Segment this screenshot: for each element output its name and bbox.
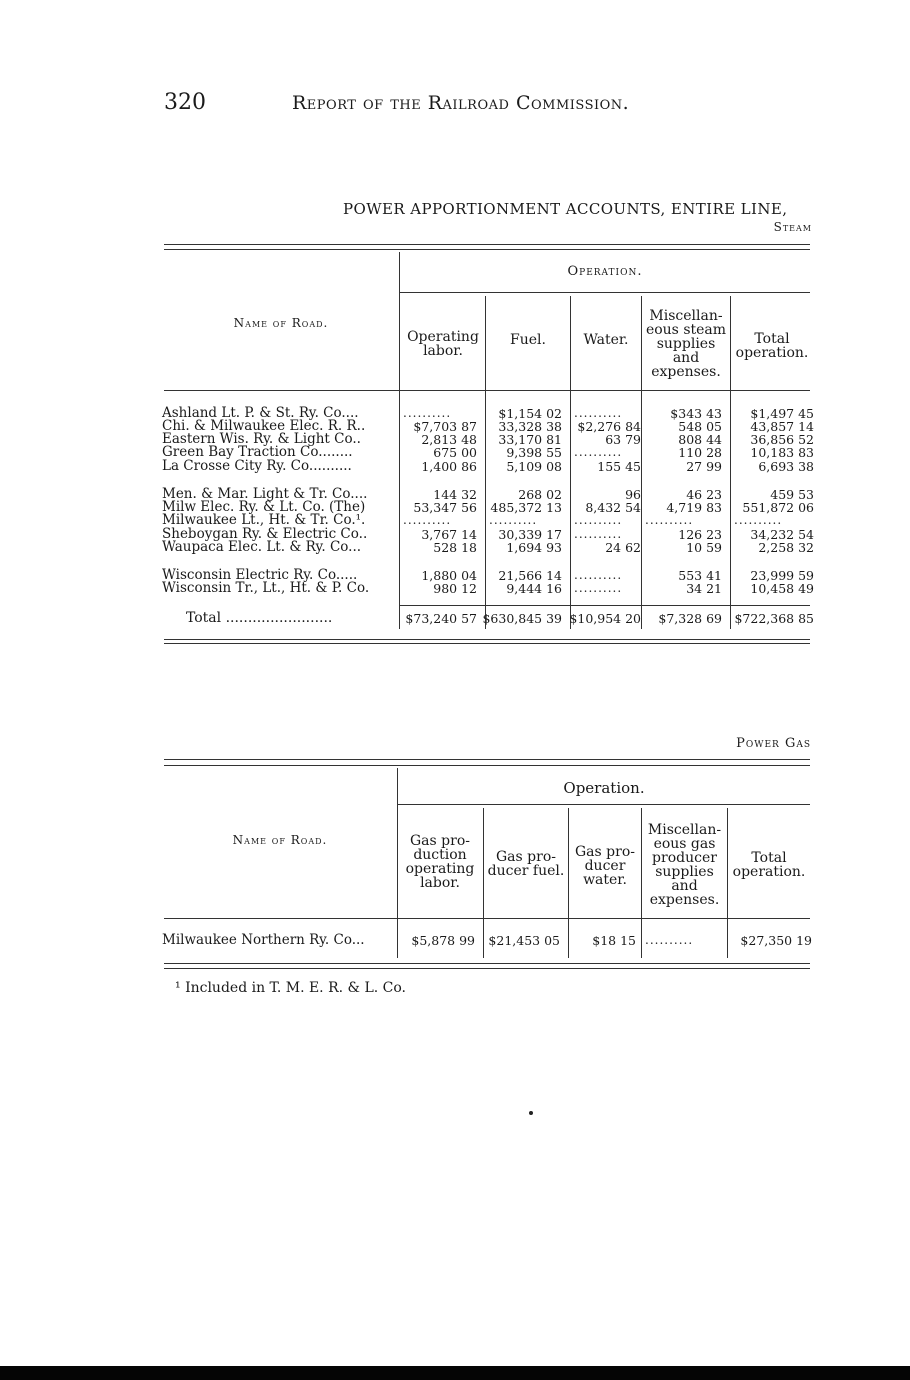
ink-speck [529, 1111, 533, 1115]
cell-labor: $7,703 87 [413, 419, 477, 434]
operation-header: Operation. [563, 779, 645, 797]
cell-labor: 1,400 86 [421, 459, 477, 474]
col-header-gas-labor: Gas pro- duction operating labor. [405, 833, 475, 891]
rule [400, 605, 810, 606]
cell-total: 36,856 52 [750, 432, 814, 447]
footnote: ¹ Included in T. M. E. R. & L. Co. [175, 980, 406, 996]
name-header: Name of Road. [232, 833, 328, 847]
cell-fuel: $1,154 02 [498, 406, 562, 421]
col-header-gas-total: Total operation. [732, 850, 806, 880]
cell-total: 43,857 14 [750, 419, 814, 434]
cell-fuel: 9,398 55 [506, 445, 562, 460]
row-name: Sheboygan Ry. & Electric Co.. [162, 526, 368, 542]
cell-labor: 3,767 14 [421, 527, 477, 542]
total-row-label: Total ........................ [186, 610, 333, 626]
rule [164, 759, 810, 760]
cell-water: $2,276 84 [577, 419, 641, 434]
cell-water: $10,954 20 [569, 611, 641, 626]
cell-water: 8,432 54 [585, 500, 641, 515]
rule [164, 643, 810, 644]
cell-water: $18 15 [592, 933, 636, 948]
col-header-fuel: Fuel. [510, 332, 546, 348]
rule [164, 639, 810, 640]
empty-cell-dots: .......... [574, 445, 623, 459]
cell-misc: 27 99 [686, 459, 722, 474]
rule [164, 963, 810, 964]
cell-water: 63 79 [605, 432, 641, 447]
rule [164, 249, 810, 250]
empty-cell-dots: .......... [574, 581, 623, 595]
table-title: POWER APPORTIONMENT ACCOUNTS, ENTIRE LINE, [343, 200, 788, 218]
col-header-gas-fuel: Gas pro- ducer fuel. [487, 849, 565, 879]
cell-misc: 553 41 [678, 568, 722, 583]
rule [164, 244, 810, 245]
cell-misc: $343 43 [670, 406, 722, 421]
cell-labor: 528 18 [433, 540, 477, 555]
col-header-gas-water: Gas pro- ducer water. [575, 844, 635, 888]
rule [164, 390, 810, 391]
cell-fuel: 21,566 14 [498, 568, 562, 583]
cell-fuel: $21,453 05 [488, 933, 560, 948]
col-header-water: Water. [583, 332, 629, 348]
cell-fuel: 1,694 93 [506, 540, 562, 555]
row-name: Wisconsin Tr., Lt., Ht. & P. Co. [162, 580, 370, 596]
cell-fuel: 485,372 13 [490, 500, 562, 515]
cell-total: 10,183 83 [750, 445, 814, 460]
row-name: Chi. & Milwaukee Elec. R. R.. [162, 418, 366, 434]
cell-fuel: 5,109 08 [506, 459, 562, 474]
rule [398, 804, 810, 805]
cell-total: $27,350 19 [740, 933, 812, 948]
cell-misc: 46 23 [686, 487, 722, 502]
name-header: Name of Road. [233, 316, 329, 330]
cell-total: 6,693 38 [758, 459, 814, 474]
row-name: Ashland Lt. P. & St. Ry. Co.... [162, 405, 359, 421]
row-name: La Crosse City Ry. Co.......... [162, 458, 352, 474]
cell-total: $722,368 85 [734, 611, 814, 626]
cell-labor: 1,880 04 [421, 568, 477, 583]
table1-subtitle: Steam [773, 220, 812, 234]
cell-total: 10,458 49 [750, 581, 814, 596]
cell-labor: 980 12 [433, 581, 477, 596]
cell-misc: 4,719 83 [666, 500, 722, 515]
row-name: Milwaukee Lt., Ht. & Tr. Co.¹. [162, 512, 366, 528]
cell-misc: 808 44 [678, 432, 722, 447]
cell-fuel: 268 02 [518, 487, 562, 502]
row-name: Green Bay Traction Co........ [162, 444, 353, 460]
empty-cell-dots: .......... [645, 513, 694, 527]
cell-total: 551,872 06 [742, 500, 814, 515]
empty-cell-dots: .......... [574, 513, 623, 527]
col-header-gas-misc: Miscellan- eous gas producer supplies and expenses. [647, 822, 722, 908]
cell-fuel: 33,170 81 [498, 432, 562, 447]
cell-fuel: 30,339 17 [498, 527, 562, 542]
table2-subtitle: Power Gas [736, 736, 811, 751]
row-name: Waupaca Elec. Lt. & Ry. Co... [162, 539, 362, 555]
empty-cell-dots: .......... [574, 406, 623, 420]
cell-fuel: 33,328 38 [498, 419, 562, 434]
operation-header: Operation. [567, 264, 643, 279]
cell-misc: 34 21 [686, 581, 722, 596]
page-number: 320 [164, 90, 206, 115]
rule [164, 765, 810, 766]
row-name: Eastern Wis. Ry. & Light Co.. [162, 431, 361, 447]
col-header-total: Total operation. [735, 331, 809, 361]
cell-labor: 675 00 [433, 445, 477, 460]
cell-labor: $73,240 57 [405, 611, 477, 626]
empty-cell-dots: .......... [734, 513, 783, 527]
cell-total: 23,999 59 [750, 568, 814, 583]
cell-labor: $5,878 99 [411, 933, 475, 948]
rule [400, 292, 810, 293]
rule [164, 968, 810, 969]
cell-misc: 10 59 [686, 540, 722, 555]
row-name: Milwaukee Northern Ry. Co... [162, 932, 365, 948]
empty-cell-dots: .......... [489, 513, 538, 527]
cell-total: 2,258 32 [758, 540, 814, 555]
empty-cell-dots: .......... [403, 406, 452, 420]
empty-cell-dots: .......... [574, 527, 623, 541]
cell-misc: $7,328 69 [658, 611, 722, 626]
empty-cell-dots: .......... [645, 933, 694, 947]
col-header-labor: Operating labor. [407, 329, 479, 359]
cell-water: 24 62 [605, 540, 641, 555]
cell-misc: 110 28 [678, 445, 722, 460]
cell-total: 459 53 [770, 487, 814, 502]
col-header-misc: Miscellan- eous steam supplies and expenses. [645, 308, 727, 380]
cell-water: 155 45 [597, 459, 641, 474]
cell-fuel: 9,444 16 [506, 581, 562, 596]
running-title: Report of the Railroad Commission. [292, 92, 630, 114]
row-name: Men. & Mar. Light & Tr. Co.... [162, 486, 368, 502]
row-name: Milw Elec. Ry. & Lt. Co. (The) [162, 499, 366, 515]
row-name: Wisconsin Electric Ry. Co..... [162, 567, 358, 583]
rule [164, 918, 810, 919]
cell-total: 34,232 54 [750, 527, 814, 542]
cell-fuel: $630,845 39 [482, 611, 562, 626]
empty-cell-dots: .......... [574, 568, 623, 582]
rule [483, 808, 484, 958]
scan-edge [0, 1366, 910, 1380]
cell-misc: 548 05 [678, 419, 722, 434]
rule [727, 808, 728, 958]
cell-total: $1,497 45 [750, 406, 814, 421]
rule [399, 252, 400, 629]
cell-water: 96 [625, 487, 641, 502]
cell-labor: 2,813 48 [421, 432, 477, 447]
empty-cell-dots: .......... [403, 513, 452, 527]
cell-labor: 144 32 [433, 487, 477, 502]
cell-labor: 53,347 56 [413, 500, 477, 515]
cell-misc: 126 23 [678, 527, 722, 542]
